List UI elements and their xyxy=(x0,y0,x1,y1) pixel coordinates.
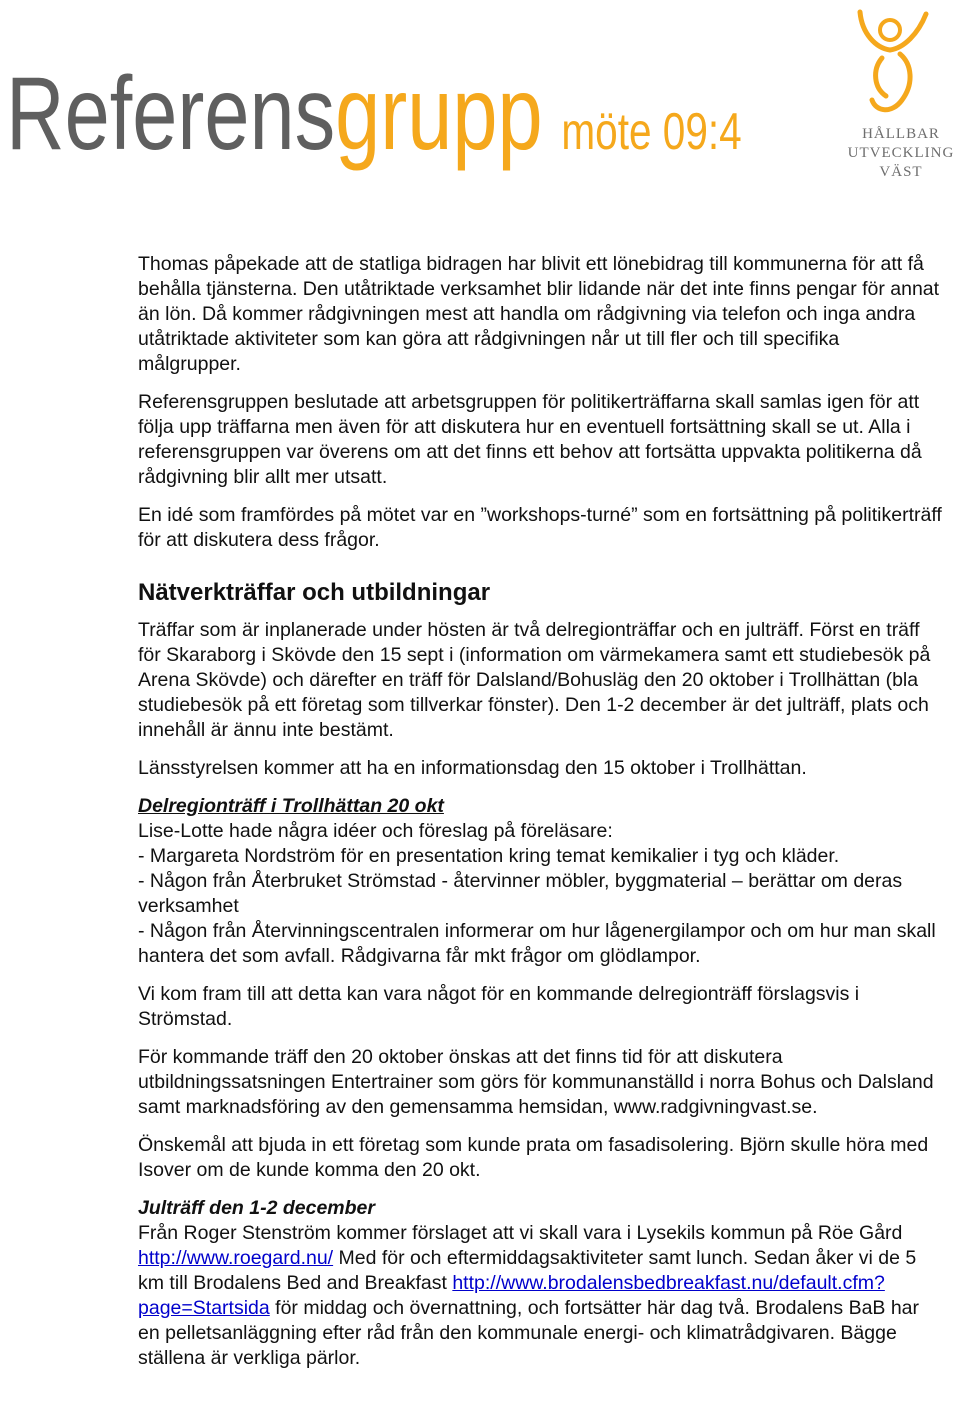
subheading-delregiontraff: Delregionträff i Trollhättan 20 okt xyxy=(138,795,444,817)
paragraph: Referensgruppen beslutade att arbetsgruppen för politikerträffarna skall samlas igen för att följa upp träffarna men även för att diskutera hur en eventuell fortsättning skall se ut. Alla i referensgruppen var överens om att det finns ett behov att fortsätta uppvakta politikerna då rådgivning blir allt mer utsatt. xyxy=(138,391,922,488)
paragraph: Önskemål att bjuda in ett företag som kunde prata om fasadisolering. Björn skulle höra med Isover om de kunde komma den 20 okt. xyxy=(138,1134,929,1181)
text-segment: Med för och eftermiddagsaktiviteter samt lunch. Sedan åker vi de 5 km till Brodalens Bed and Breakfast xyxy=(138,1247,917,1294)
logo-text-vast: VÄST xyxy=(879,164,923,180)
list-item: Lise-Lotte hade några idéer och föreslag på föreläsare: xyxy=(138,820,613,842)
jultraff-paragraph xyxy=(138,1221,944,1371)
brodalens-link[interactable]: http://www.brodalensbedbreakfast.nu/default.cfm?page=Startsida xyxy=(138,1272,885,1319)
title-part-referens: Referens xyxy=(6,56,336,172)
hallbar-utveckling-vast-logo xyxy=(842,4,960,194)
speaker-list xyxy=(138,819,944,969)
document-body xyxy=(138,252,944,1384)
paragraph: Thomas påpekade att de statliga bidragen har blivit ett lönebidrag till kommunerna för att få behålla tjänsterna. Den utåtriktade verksamhet blir lidande när det inte finns pengar för annat än lön. Då kommer rådgivningen mest att handla om rådgivning via telefon och inga andra utåtriktade aktiviteter som kan göra att rådgivningen når ut till fler och till specifika målgrupper. xyxy=(138,253,940,375)
paragraph: Vi kom fram till att detta kan vara något för en kommande delregionträff förslagsvis i Strömstad. xyxy=(138,983,860,1030)
logo-figure-icon xyxy=(842,4,960,124)
logo-text-hallbar: HÅLLBAR xyxy=(862,126,940,142)
subheading-jultraff: Julträff den 1-2 december xyxy=(138,1197,375,1219)
section-heading: Nätverkträffar och utbildningar xyxy=(138,579,491,606)
list-item: - Margareta Nordström för en presentation kring temat kemikalier i tyg och kläder. xyxy=(138,845,840,867)
text-segment: Från Roger Stenström kommer förslaget att vi skall vara i Lysekils kommun på Röe Gård xyxy=(138,1222,903,1244)
page-header xyxy=(0,0,960,200)
list-item: - Någon från Återbruket Strömstad - återvinner möbler, byggmaterial – berättar om deras verksamhet xyxy=(138,870,903,917)
text-segment: för middag och övernattning, och fortsätter här dag två. Brodalens BaB har en pelletsanläggning efter råd från den kommunale energi- och klimatrådgivaren. Bägge ställena är verkliga pärlor. xyxy=(138,1297,920,1369)
list-item: - Någon från Återvinningscentralen informerar om hur lågenergilampor och om hur man skall hantera det som avfall. Rådgivarna får mkt frågor om glödlampor. xyxy=(138,920,936,967)
title-meeting-number: möte 09:4 xyxy=(561,103,742,161)
paragraph: En idé som framfördes på mötet var en ”workshops-turné” som en fortsättning på politikerträff för att diskutera dess frågor. xyxy=(138,504,942,551)
logo-text-utveckling: UTVECKLING xyxy=(847,145,955,161)
page-title xyxy=(6,56,742,172)
paragraph: Träffar som är inplanerade under hösten är två delregionträffar och en julträff. Först en träff för Skaraborg i Skövde den 15 sept i (information om värmekamera samt ett studiebesök på Arena Skövde) och därefter en träff för Dalsland/Bohusläg den 20 oktober i Trollhättan (bla studiebesök på ett företag som tillverkar fönster). Den 1-2 december är det julträff, plats och innehåll är ännu inte bestämt. xyxy=(138,619,931,741)
title-part-grupp: grupp xyxy=(335,56,543,172)
roegard-link[interactable]: http://www.roegard.nu/ xyxy=(138,1247,334,1269)
paragraph: För kommande träff den 20 oktober önskas att det finns tid för att diskutera utbildningssatsningen Entertrainer som görs för kommunanställd i norra Bohus och Dalsland samt marknadsföring av den gemensamma hemsidan, www.radgivningvast.se. xyxy=(138,1046,934,1118)
paragraph: Länsstyrelsen kommer att ha en informationsdag den 15 oktober i Trollhättan. xyxy=(138,757,807,779)
